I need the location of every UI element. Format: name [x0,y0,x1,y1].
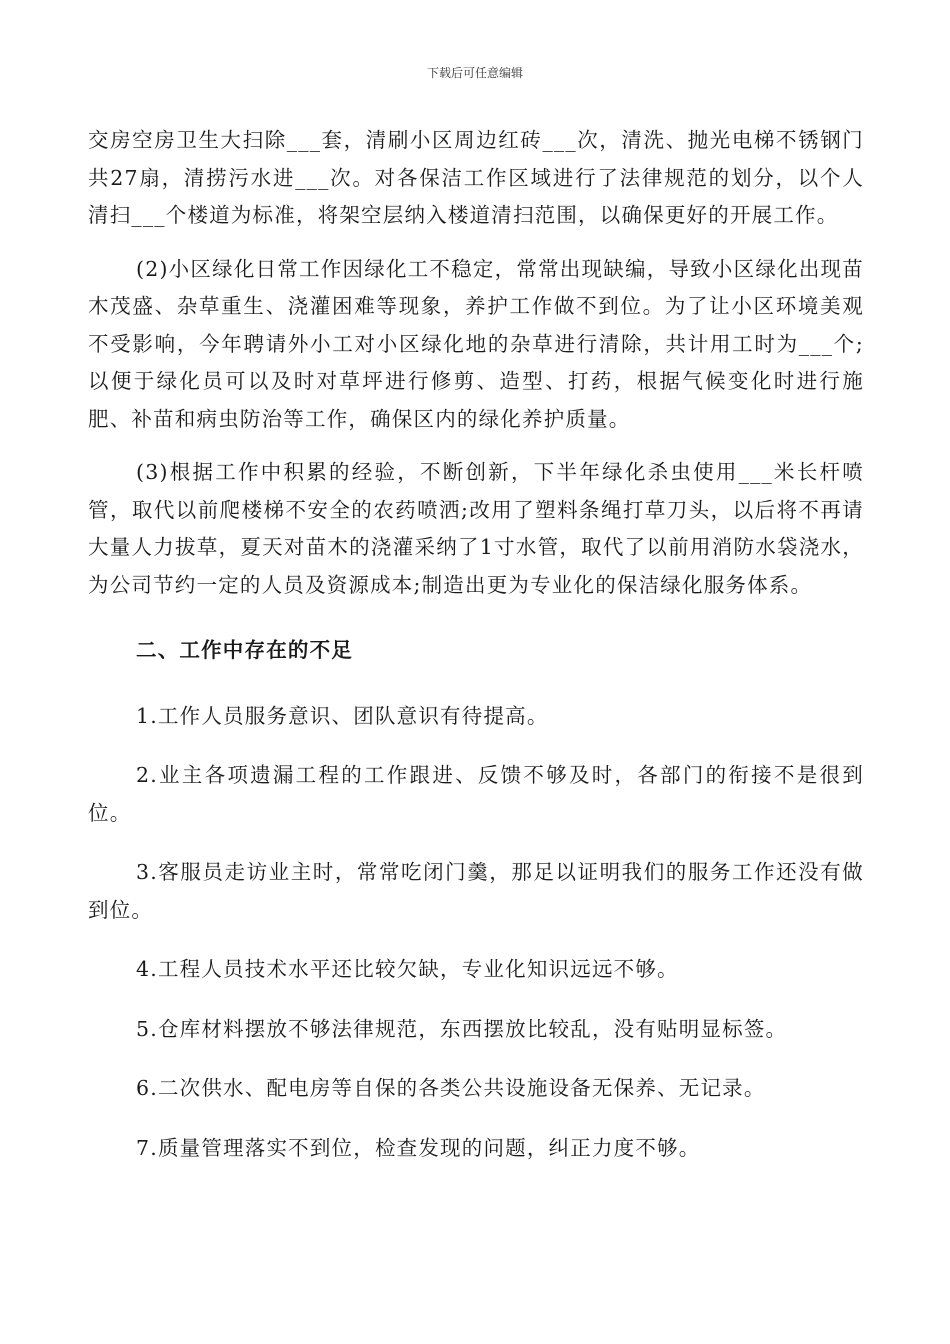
section-heading: 二、工作中存在的不足 [136,638,353,662]
list-item: 6.二次供水、配电房等自保的各类公共设施设备无保养、无记录。 [136,1076,766,1100]
list-item: 1.工作人员服务意识、团队意识有待提高。 [136,703,549,728]
list-item: 5.仓库材料摆放不够法律规范，东西摆放比较乱，没有贴明显标签。 [136,1016,788,1041]
document-body [88,122,864,1167]
list-item: 3.客服员走访业主时，常常吃闭门羹，那足以证明我们的服务工作还没有做到位。 [88,860,864,922]
paragraph-cleaning-summary: 交房空房卫生大扫除___套，清刷小区周边红砖___次，清洗、抛光电梯不锈钢门共27扇，清捞污水进___次。对各保洁工作区域进行了法律规范的划分，以个人清扫___个楼道为标准，将架空层纳入楼道清扫范围，以确保更好的开展工作。 [88,128,864,227]
paragraph-greening-daily: (2)小区绿化日常工作因绿化工不稳定，常常出现缺编，导致小区绿化出现苗木茂盛、杂草重生、浇灌困难等现象，养护工作做不到位。为了让小区环境美观不受影响，今年聘请外小工对小区绿化地的杂草进行清除，共计用工时为___个;以便于绿化员可以及时对草坪进行修剪、造型、打药，根据气候变化时进行施肥、补苗和病虫防治等工作，确保区内的绿化养护质量。 [88,256,864,431]
list-item: 7.质量管理落实不到位，检查发现的问题，纠正力度不够。 [136,1135,701,1160]
paragraph-greening-innovation: (3)根据工作中积累的经验，不断创新，下半年绿化杀虫使用___米长杆喷管，取代以前爬楼梯不安全的农药喷洒;改用了塑料条绳打草刀头，以后将不再请大量人力拔草，夏天对苗木的浇灌采纳了1寸水管，取代了以前用消防水袋浇水，为公司节约一定的人员及资源成本;制造出更为专业化的保洁绿化服务体系。 [88,460,864,597]
list-item: 4.工程人员技术水平还比较欠缺，专业化知识远远不够。 [136,957,679,981]
header-note: 下载后可任意编辑 [426,66,523,80]
list-item: 2.业主各项遗漏工程的工作跟进、反馈不够及时，各部门的衔接不是很到位。 [88,763,864,825]
